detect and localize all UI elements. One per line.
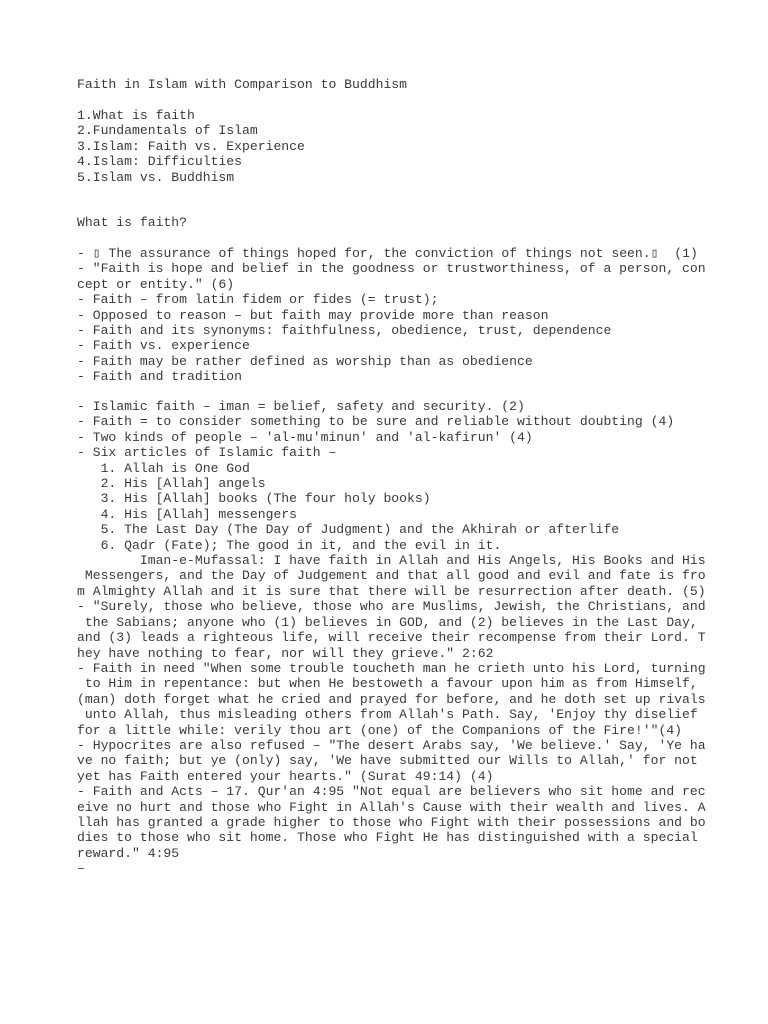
text-line: - "Surely, those who believe, those who are Muslims, Jewish, the Christians, and xyxy=(77,599,706,615)
text-line: - ▯ The assurance of things hoped for, the conviction of things not seen.▯ (1) xyxy=(77,246,698,261)
text-line: the Sabians; anyone who (1) believes in GOD, and (2) believes in the Last Day, xyxy=(77,614,698,630)
text-line: - Opposed to reason – but faith may provide more than reason xyxy=(77,307,549,323)
text-line: cept or entity." (6) xyxy=(77,276,235,292)
text-line: - Hypocrites are also refused – "The desert Arabs say, 'We believe.' Say, 'Ye ha xyxy=(77,737,706,753)
text-line: 6. Qadr (Fate); The good in it, and the evil in it. xyxy=(77,537,502,553)
text-line: - Faith and Acts – 17. Qur'an 4:95 "Not equal are believers who sit home and rec xyxy=(77,784,706,800)
text-line: 2.Fundamentals of Islam xyxy=(77,123,258,139)
faith-definitions-paragraph xyxy=(77,246,706,385)
text-line: - "Faith is hope and belief in the goodness or trustworthiness, of a person, con xyxy=(77,261,706,277)
text-line: Messengers, and the Day of Judgement and that all good and evil and fate is fro xyxy=(77,568,706,584)
text-line: - Faith vs. experience xyxy=(77,338,250,354)
text-line: dies to those who sit home. Those who Fight He has distinguished with a special xyxy=(77,830,698,846)
text-line: – xyxy=(77,861,85,877)
text-line: reward." 4:95 xyxy=(77,845,180,861)
table-of-contents xyxy=(77,108,305,185)
text-line: hey have nothing to fear, nor will they grieve." 2:62 xyxy=(77,645,494,661)
text-line: - Faith and tradition xyxy=(77,369,243,385)
text-line: - Six articles of Islamic faith – xyxy=(77,445,337,461)
islamic-faith-paragraph xyxy=(77,399,706,877)
text-line: yet has Faith entered your hearts." (Surat 49:14) (4) xyxy=(77,768,494,784)
section-heading: What is faith? xyxy=(77,215,188,230)
text-line: (man) doth forget what he cried and prayed for before, and he doth set up rivals xyxy=(77,691,706,707)
text-line: 1.What is faith xyxy=(77,108,195,123)
document-title: Faith in Islam with Comparison to Buddhism xyxy=(77,77,408,92)
text-line: 1. Allah is One God xyxy=(77,460,250,476)
text-line: and (3) leads a righteous life, will receive their recompense from their Lord. T xyxy=(77,630,706,646)
text-line: - Faith may be rather defined as worship than as obedience xyxy=(77,353,533,369)
text-line: - Faith and its synonyms: faithfulness, obedience, trust, dependence xyxy=(77,323,612,339)
text-line: 5.Islam vs. Buddhism xyxy=(77,169,235,185)
text-line: m Almighty Allah and it is sure that there will be resurrection after death. (5) xyxy=(77,583,706,599)
text-line: 3. His [Allah] books (The four holy books) xyxy=(77,491,431,507)
text-line: 4. His [Allah] messengers xyxy=(77,506,298,522)
text-line: 5. The Last Day (The Day of Judgment) and the Akhirah or afterlife xyxy=(77,522,620,538)
text-line: Iman-e-Mufassal: I have faith in Allah and His Angels, His Books and His xyxy=(77,553,706,569)
text-line: to Him in repentance: but when He bestoweth a favour upon him as from Himself, xyxy=(77,676,698,692)
text-line: - Faith = to consider something to be sure and reliable without doubting (4) xyxy=(77,414,675,430)
text-line: eive no hurt and those who Fight in Allah's Cause with their wealth and lives. A xyxy=(77,799,706,815)
text-line: ve no faith; but ye (only) say, 'We have submitted our Wills to Allah,' for not xyxy=(77,753,698,769)
text-line: llah has granted a grade higher to those who Fight with their possessions and bo xyxy=(77,814,706,830)
text-line: 2. His [Allah] angels xyxy=(77,476,266,492)
text-line: 3.Islam: Faith vs. Experience xyxy=(77,138,305,154)
text-line: - Two kinds of people – 'al-mu'minun' and 'al-kafirun' (4) xyxy=(77,429,533,445)
text-line: - Faith – from latin fidem or fides (= trust); xyxy=(77,292,439,308)
text-line: - Faith in need "When some trouble toucheth man he crieth unto his Lord, turning xyxy=(77,660,706,676)
text-line: for a little while: verily thou art (one) of the Companions of the Fire!'"(4) xyxy=(77,722,683,738)
text-line: - Islamic faith – iman = belief, safety and security. (2) xyxy=(77,399,525,414)
text-line: 4.Islam: Difficulties xyxy=(77,154,243,170)
text-line: unto Allah, thus misleading others from Allah's Path. Say, 'Enjoy thy diselief xyxy=(77,707,698,723)
